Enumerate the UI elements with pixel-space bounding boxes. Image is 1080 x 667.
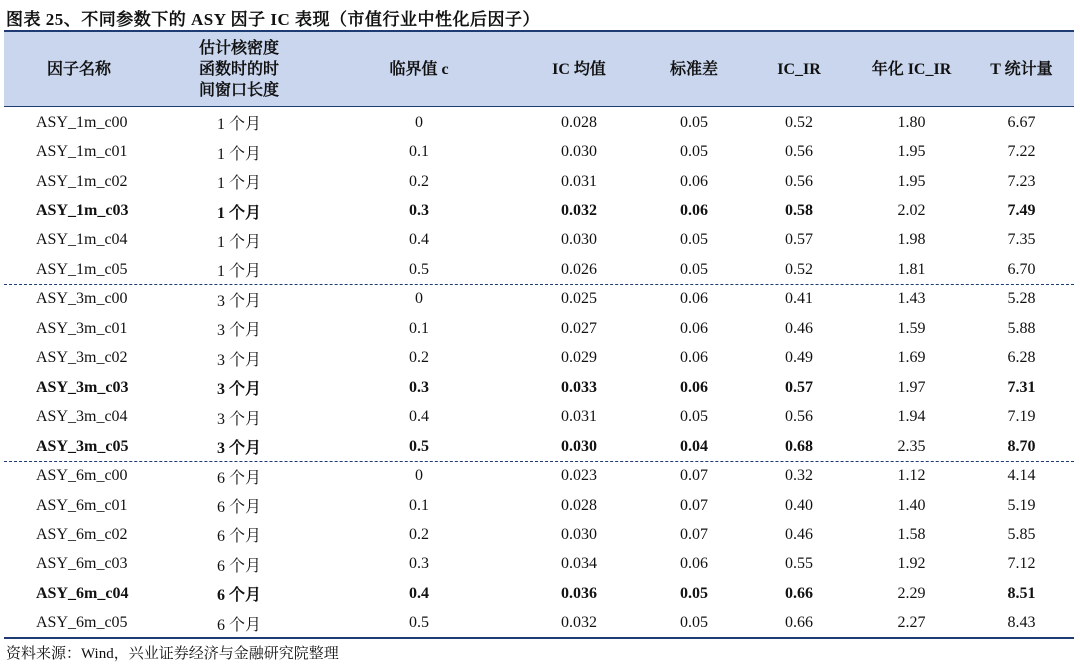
cell-ic-mean: 0.033 xyxy=(561,378,597,396)
cell-factor-name: ASY_1m_c05 xyxy=(36,260,128,278)
cell-window-length: 6 个月 xyxy=(216,587,261,605)
cell-factor-name: ASY_6m_c03 xyxy=(36,555,128,573)
cell-t-stat: 7.19 xyxy=(1007,408,1036,426)
cell-std-dev: 0.06 xyxy=(680,290,708,308)
table-row xyxy=(4,255,1074,284)
cell-annual-ic-ir: 1.97 xyxy=(897,378,926,396)
cell-annual-ic-ir: 1.92 xyxy=(897,555,926,573)
cell-factor-name: ASY_6m_c02 xyxy=(36,525,128,543)
cell-std-dev: 0.05 xyxy=(680,113,708,131)
cell-ic-mean: 0.029 xyxy=(561,349,597,367)
cell-ic-ir: 0.56 xyxy=(785,408,813,426)
cell-factor-name: ASY_1m_c04 xyxy=(36,231,128,249)
cell-std-dev: 0.05 xyxy=(680,408,708,426)
header-threshold-c: 临界值 c xyxy=(389,60,449,78)
group-separator xyxy=(4,284,1074,285)
cell-threshold-c: 0.1 xyxy=(409,496,429,514)
cell-std-dev: 0.05 xyxy=(680,584,708,602)
cell-t-stat: 8.70 xyxy=(1007,437,1036,455)
cell-annual-ic-ir: 1.95 xyxy=(897,172,926,190)
table-row xyxy=(4,579,1074,608)
cell-threshold-c: 0.5 xyxy=(409,260,429,278)
cell-factor-name: ASY_1m_c02 xyxy=(36,172,128,190)
cell-window-length: 1 个月 xyxy=(216,145,261,163)
header-annual-ic-ir: 年化 IC_IR xyxy=(871,60,952,78)
cell-threshold-c: 0.5 xyxy=(409,437,429,455)
table-row xyxy=(4,520,1074,549)
cell-ic-mean: 0.028 xyxy=(561,113,597,131)
cell-std-dev: 0.07 xyxy=(680,525,708,543)
cell-annual-ic-ir: 1.98 xyxy=(897,231,926,249)
cell-ic-ir: 0.52 xyxy=(785,260,813,278)
table-row xyxy=(4,137,1074,166)
cell-ic-mean: 0.026 xyxy=(561,260,597,278)
cell-t-stat: 7.23 xyxy=(1007,172,1036,190)
cell-window-length: 1 个月 xyxy=(216,175,261,193)
cell-factor-name: ASY_3m_c03 xyxy=(36,378,129,396)
cell-ic-ir: 0.68 xyxy=(785,437,813,455)
cell-ic-mean: 0.032 xyxy=(561,614,597,632)
cell-factor-name: ASY_3m_c02 xyxy=(36,349,128,367)
cell-t-stat: 4.14 xyxy=(1007,467,1036,485)
cell-ic-mean: 0.030 xyxy=(561,231,597,249)
cell-threshold-c: 0.2 xyxy=(409,349,429,367)
cell-threshold-c: 0.3 xyxy=(409,378,429,396)
cell-ic-mean: 0.030 xyxy=(561,143,597,161)
cell-threshold-c: 0.4 xyxy=(409,231,429,249)
cell-annual-ic-ir: 1.80 xyxy=(897,113,926,131)
cell-factor-name: ASY_3m_c04 xyxy=(36,408,128,426)
cell-window-length: 6 个月 xyxy=(216,616,261,634)
cell-annual-ic-ir: 1.69 xyxy=(897,349,926,367)
cell-threshold-c: 0.1 xyxy=(409,143,429,161)
cell-t-stat: 8.43 xyxy=(1007,614,1036,632)
cell-ic-ir: 0.56 xyxy=(785,172,813,190)
cell-factor-name: ASY_1m_c00 xyxy=(36,113,128,131)
cell-annual-ic-ir: 2.02 xyxy=(897,202,926,220)
cell-ic-mean: 0.023 xyxy=(561,467,597,485)
source-note: 资料来源：Wind，兴业证券经济与金融研究院整理 xyxy=(6,646,339,662)
cell-threshold-c: 0 xyxy=(415,467,423,485)
cell-window-length: 1 个月 xyxy=(216,233,261,251)
cell-std-dev: 0.06 xyxy=(680,319,708,337)
cell-ic-ir: 0.57 xyxy=(785,231,813,249)
cell-ic-mean: 0.031 xyxy=(561,172,597,190)
cell-ic-mean: 0.031 xyxy=(561,408,597,426)
cell-std-dev: 0.05 xyxy=(680,260,708,278)
cell-t-stat: 5.28 xyxy=(1007,290,1036,308)
cell-window-length: 6 个月 xyxy=(216,557,261,575)
cell-t-stat: 8.51 xyxy=(1007,584,1036,602)
cell-threshold-c: 0.2 xyxy=(409,525,429,543)
cell-annual-ic-ir: 1.40 xyxy=(897,496,926,514)
cell-std-dev: 0.06 xyxy=(680,172,708,190)
cell-std-dev: 0.06 xyxy=(680,555,708,573)
cell-annual-ic-ir: 2.27 xyxy=(897,614,926,632)
cell-annual-ic-ir: 1.12 xyxy=(897,467,926,485)
cell-ic-ir: 0.66 xyxy=(785,584,813,602)
table-row xyxy=(4,108,1074,137)
cell-t-stat: 7.22 xyxy=(1007,143,1036,161)
cell-window-length: 6 个月 xyxy=(216,469,261,487)
cell-annual-ic-ir: 2.29 xyxy=(897,584,926,602)
table-row xyxy=(4,373,1074,402)
cell-ic-mean: 0.036 xyxy=(561,584,597,602)
header-t-stat: T 统计量 xyxy=(990,60,1053,78)
cell-ic-ir: 0.46 xyxy=(785,319,813,337)
cell-factor-name: ASY_1m_c01 xyxy=(36,143,128,161)
table-row xyxy=(4,285,1074,314)
cell-std-dev: 0.07 xyxy=(680,467,708,485)
cell-ic-ir: 0.55 xyxy=(785,555,813,573)
cell-std-dev: 0.04 xyxy=(680,437,708,455)
cell-t-stat: 5.85 xyxy=(1007,525,1036,543)
table-row xyxy=(4,167,1074,196)
table-row xyxy=(4,461,1074,490)
cell-threshold-c: 0.5 xyxy=(409,614,429,632)
cell-std-dev: 0.06 xyxy=(680,202,708,220)
cell-ic-mean: 0.030 xyxy=(561,525,597,543)
cell-factor-name: ASY_6m_c04 xyxy=(36,584,129,602)
table-row xyxy=(4,314,1074,343)
cell-threshold-c: 0.4 xyxy=(409,408,429,426)
cell-ic-mean: 0.028 xyxy=(561,496,597,514)
cell-threshold-c: 0.3 xyxy=(409,555,429,573)
cell-ic-mean: 0.034 xyxy=(561,555,597,573)
table-row xyxy=(4,196,1074,225)
cell-window-length: 1 个月 xyxy=(216,116,261,134)
header-factor-name: 因子名称 xyxy=(46,60,111,78)
cell-t-stat: 6.28 xyxy=(1007,349,1036,367)
cell-window-length: 3 个月 xyxy=(216,292,261,310)
cell-threshold-c: 0.1 xyxy=(409,319,429,337)
header-window-line-2: 函数时的时 xyxy=(198,60,279,78)
table-header xyxy=(4,32,1074,106)
header-rule xyxy=(4,106,1074,107)
header-std-dev: 标准差 xyxy=(669,60,718,78)
cell-annual-ic-ir: 2.35 xyxy=(897,437,926,455)
cell-window-length: 1 个月 xyxy=(216,204,261,222)
cell-factor-name: ASY_1m_c03 xyxy=(36,202,129,220)
cell-annual-ic-ir: 1.58 xyxy=(897,525,926,543)
cell-ic-mean: 0.025 xyxy=(561,290,597,308)
table-row xyxy=(4,226,1074,255)
cell-annual-ic-ir: 1.81 xyxy=(897,260,926,278)
cell-t-stat: 7.12 xyxy=(1007,555,1036,573)
header-window-length xyxy=(154,32,324,106)
cell-t-stat: 5.19 xyxy=(1007,496,1036,514)
table-row xyxy=(4,609,1074,638)
header-ic-mean: IC 均值 xyxy=(552,60,606,78)
cell-threshold-c: 0 xyxy=(415,113,423,131)
cell-ic-ir: 0.46 xyxy=(785,525,813,543)
cell-annual-ic-ir: 1.59 xyxy=(897,319,926,337)
header-window-line-1: 估计核密度 xyxy=(198,39,279,57)
cell-factor-name: ASY_3m_c01 xyxy=(36,319,128,337)
cell-factor-name: ASY_6m_c05 xyxy=(36,614,128,632)
cell-ic-ir: 0.57 xyxy=(785,378,813,396)
cell-annual-ic-ir: 1.43 xyxy=(897,290,926,308)
cell-ic-ir: 0.56 xyxy=(785,143,813,161)
cell-ic-ir: 0.52 xyxy=(785,113,813,131)
cell-window-length: 6 个月 xyxy=(216,528,261,546)
cell-t-stat: 6.70 xyxy=(1007,260,1036,278)
header-window-line-3: 间窗口长度 xyxy=(198,81,279,99)
table-row xyxy=(4,550,1074,579)
cell-ic-mean: 0.027 xyxy=(561,319,597,337)
table-row xyxy=(4,403,1074,432)
cell-window-length: 3 个月 xyxy=(216,351,261,369)
header-ic-ir: IC_IR xyxy=(777,60,821,78)
cell-window-length: 3 个月 xyxy=(216,381,261,399)
table-bottom-rule xyxy=(4,637,1074,639)
cell-ic-ir: 0.58 xyxy=(785,202,813,220)
cell-threshold-c: 0.4 xyxy=(409,584,429,602)
cell-ic-mean: 0.032 xyxy=(561,202,597,220)
table-title: 图表 25、不同参数下的 ASY 因子 IC 表现（市值行业中性化后因子） xyxy=(6,10,541,29)
cell-factor-name: ASY_6m_c01 xyxy=(36,496,128,514)
cell-t-stat: 5.88 xyxy=(1007,319,1036,337)
cell-window-length: 3 个月 xyxy=(216,410,261,428)
cell-threshold-c: 0.3 xyxy=(409,202,429,220)
group-separator xyxy=(4,461,1074,462)
cell-std-dev: 0.07 xyxy=(680,496,708,514)
cell-annual-ic-ir: 1.94 xyxy=(897,408,926,426)
cell-std-dev: 0.06 xyxy=(680,349,708,367)
cell-window-length: 6 个月 xyxy=(216,499,261,517)
cell-t-stat: 7.31 xyxy=(1007,378,1036,396)
cell-factor-name: ASY_3m_c00 xyxy=(36,290,128,308)
cell-t-stat: 7.49 xyxy=(1007,202,1036,220)
cell-threshold-c: 0.2 xyxy=(409,172,429,190)
cell-window-length: 1 个月 xyxy=(216,263,261,281)
cell-threshold-c: 0 xyxy=(415,290,423,308)
table-row xyxy=(4,432,1074,461)
cell-std-dev: 0.06 xyxy=(680,378,708,396)
cell-ic-ir: 0.41 xyxy=(785,290,813,308)
cell-std-dev: 0.05 xyxy=(680,614,708,632)
cell-t-stat: 6.67 xyxy=(1007,113,1036,131)
table-row xyxy=(4,491,1074,520)
cell-ic-ir: 0.32 xyxy=(785,467,813,485)
cell-annual-ic-ir: 1.95 xyxy=(897,143,926,161)
cell-ic-ir: 0.66 xyxy=(785,614,813,632)
cell-window-length: 3 个月 xyxy=(216,440,261,458)
cell-std-dev: 0.05 xyxy=(680,231,708,249)
cell-factor-name: ASY_6m_c00 xyxy=(36,467,128,485)
cell-ic-mean: 0.030 xyxy=(561,437,597,455)
cell-std-dev: 0.05 xyxy=(680,143,708,161)
cell-t-stat: 7.35 xyxy=(1007,231,1036,249)
cell-factor-name: ASY_3m_c05 xyxy=(36,437,129,455)
table-row xyxy=(4,344,1074,373)
cell-ic-ir: 0.40 xyxy=(785,496,813,514)
cell-window-length: 3 个月 xyxy=(216,322,261,340)
cell-ic-ir: 0.49 xyxy=(785,349,813,367)
